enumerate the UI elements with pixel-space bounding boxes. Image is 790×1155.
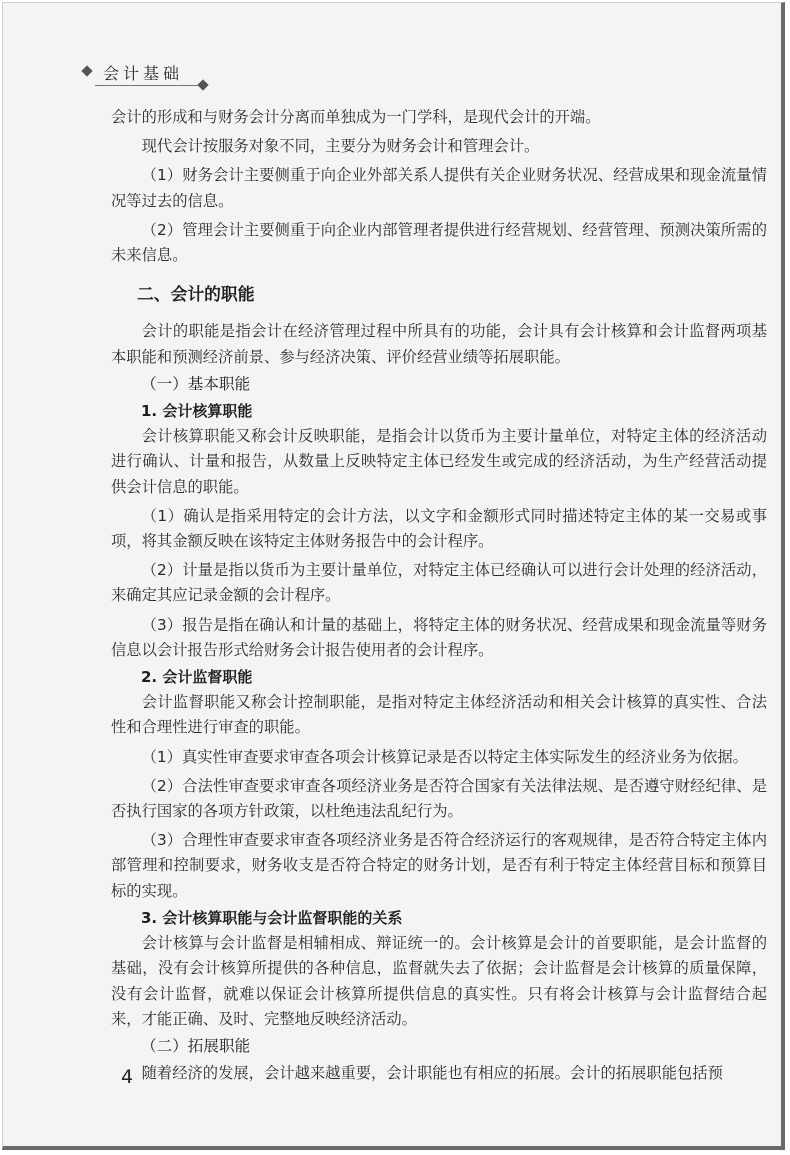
section-heading: 二、会计的职能 (137, 284, 255, 305)
paragraph: 随着经济的发展，会计越来越重要，会计职能也有相应的拓展。会计的拓展职能包括预 (141, 1064, 723, 1083)
paragraph: 会计的职能是指会计在经济管理过程中所具有的功能，会计具有会计核算和会计监督两项基本职能和预测经济前景、参与经济决策、评价经营业绩等拓展职能。 (111, 322, 767, 366)
subsection-heading: （一）基本职能 (141, 374, 251, 393)
paragraph: （2）合法性审查要求审查各项经济业务是否符合国家有关法律法规、是否遵守财经纪律、是否执行国家的各项方针政策，以杜绝违法乱纪行为。 (111, 776, 767, 821)
paragraph: （3）报告是指在确认和计量的基础上，将特定主体的财务状况、经营成果和现金流量等财务信息以会计报告形式给财务会计报告使用者的会计程序。 (111, 615, 767, 659)
header-rule (95, 85, 203, 86)
subsection-heading: （二）拓展职能 (141, 1036, 251, 1055)
paragraph: 会计的形成和与财务会计分离而单独成为一门学科，是现代会计的开端。 (111, 108, 601, 126)
header-diamond-left-icon (81, 65, 92, 76)
running-header-title: 会计基础 (103, 64, 184, 83)
paragraph: 会计核算职能又称会计反映职能，是指会计以货币为主要计量单位，对特定主体的经济活动进行确认、计量和报告，从数量上反映特定主体已经发生或完成的经济活动，为生产经营活动提供会计信息的职能。 (111, 427, 767, 496)
paragraph: 现代会计按服务对象不同，主要分为财务会计和管理会计。 (141, 137, 540, 156)
paragraph: （1）财务会计主要侧重于向企业外部关系人提供有关企业财务状况、经营成果和现金流量情况等过去的信息。 (111, 166, 767, 210)
paragraph: （2）计量是指以货币为主要计量单位，对特定主体已经确认可以进行会计处理的经济活动，来确定其应记录金额的会计程序。 (111, 561, 767, 605)
item-heading: 2. 会计监督职能 (141, 668, 253, 687)
paragraph: （3）合理性审查要求审查各项经济业务是否符合经济运行的客观规律，是否符合特定主体内部管理和控制要求，财务收支是否符合特定的财务计划，是否有利于特定主体经营目标和预算目标的实现。 (111, 831, 767, 900)
item-heading: 3. 会计核算职能与会计监督职能的关系 (141, 908, 403, 927)
paragraph: （2）管理会计主要侧重于向企业内部管理者提供进行经营规划、经营管理、预测决策所需的未来信息。 (111, 220, 767, 265)
paragraph: （1）真实性审查要求审查各项会计核算记录是否以特定主体实际发生的经济业务为依据。 (141, 747, 748, 766)
page-body (111, 105, 767, 1086)
paragraph: （1）确认是指采用特定的会计方法，以文字和金额形式同时描述特定主体的某一交易或事项，将其金额反映在该特定主体财务报告中的会计程序。 (111, 506, 767, 551)
paragraph: 会计监督职能又称会计控制职能，是指对特定主体经济活动和相关会计核算的真实性、合法性和合理性进行审查的职能。 (111, 693, 767, 737)
item-heading: 1. 会计核算职能 (141, 402, 253, 421)
page-number: 4 (121, 1066, 134, 1088)
book-page (2, 2, 785, 1150)
paragraph: 会计核算与会计监督是相辅相成、辩证统一的。会计核算是会计的首要职能，是会计监督的基础，没有会计核算所提供的各种信息，监督就失去了依据；会计监督是会计核算的质量保障，没有会计监督，就难以保证会计核算所提供信息的真实性。只有将会计核算与会计监督结合起来，才能正确、及时、完整地反映经济活动。 (111, 934, 767, 1028)
header-diamond-right-icon (197, 79, 208, 90)
